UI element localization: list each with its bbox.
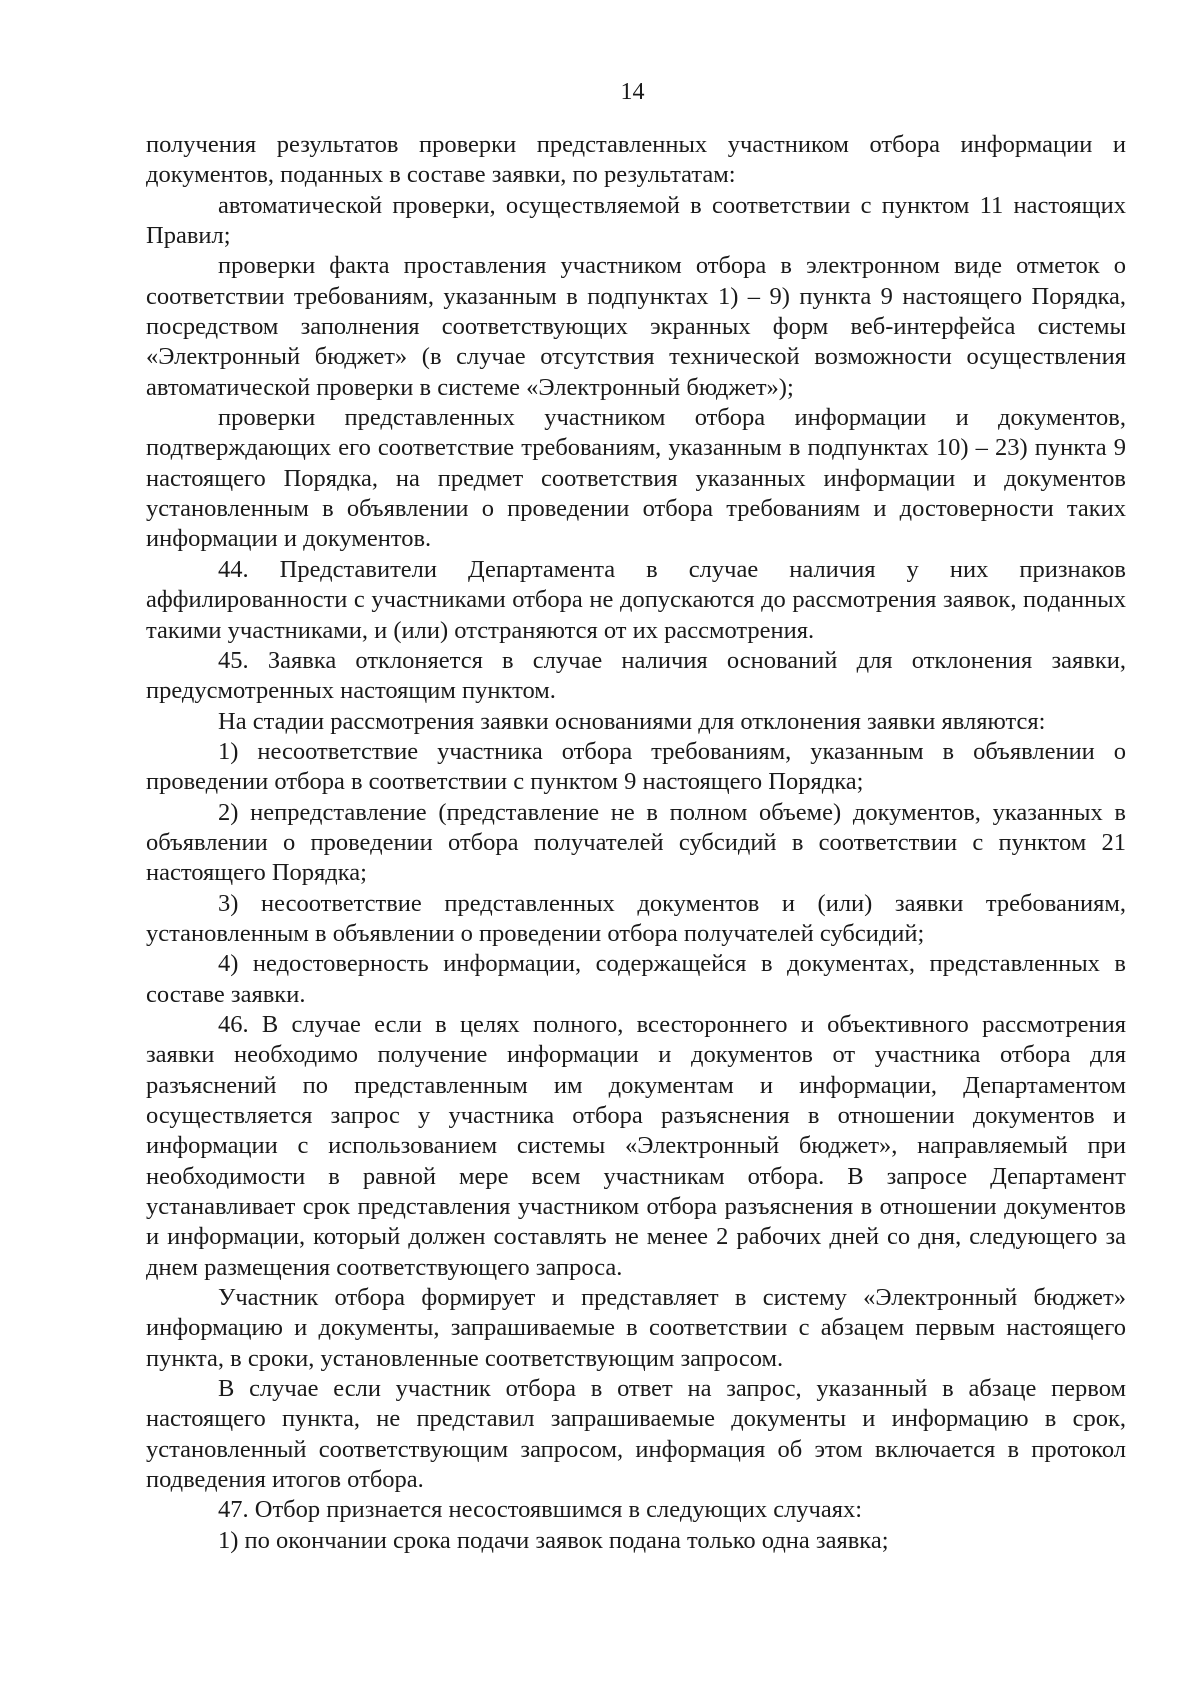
paragraph: 2) непредставление (представление не в полном объеме) документов, указанных в объявлении о проведении отбора получателей субсидий в соответствии с пунктом 21 настоящего Порядка;: [146, 798, 1126, 887]
paragraph: проверки представленных участником отбора информации и документов, подтверждающих его соответствие требованиям, указанным в подпунктах 10) – 23) пункта 9 настоящего Порядка, на предмет соответствия указанных информации и документов установленным в объявлении о проведении отбора требованиям и достоверности таких информации и документов.: [146, 404, 1126, 553]
paragraph: 4) недостоверность информации, содержащейся в документах, представленных в составе заявки.: [146, 950, 1126, 1008]
document-body: [146, 130, 1126, 1556]
paragraph: Участник отбора формирует и представляет в систему «Электронный бюджет» информацию и документы, запрашиваемые в соответствии с абзацем первым настоящего пункта, в сроки, установленные соответствующим запросом.: [146, 1284, 1126, 1372]
page-number: 14: [620, 79, 645, 105]
paragraph: 1) по окончании срока подачи заявок подана только одна заявка;: [218, 1526, 889, 1554]
paragraph: автоматической проверки, осуществляемой в соответствии с пунктом 11 настоящих Правил;: [146, 191, 1126, 250]
paragraph: проверки факта проставления участником отбора в электронном виде отметок о соответствии требованиям, указанным в подпунктах 1) – 9) пункта 9 настоящего Порядка, посредством заполнения соответствующих экранных форм веб-интерфейса системы «Электронный бюджет» (в случае отсутствия технической возможности осуществления автоматической проверки в системе «Электронный бюджет»);: [146, 252, 1126, 401]
paragraph: 45. Заявка отклоняется в случае наличия оснований для отклонения заявки, предусмотренных настоящим пунктом.: [146, 646, 1126, 705]
paragraph: 3) несоответствие представленных документов и (или) заявки требованиям, установленным в объявлении о проведении отбора получателей субсидий;: [146, 889, 1126, 947]
paragraph: В случае если участник отбора в ответ на запрос, указанный в абзаце первом настоящего пункта, не представил запрашиваемые документы и информацию в срок, установленный соответствующим запросом, информация об этом включается в протокол подведения итогов отбора.: [146, 1375, 1126, 1494]
paragraph: 47. Отбор признается несостоявшимся в следующих случаях:: [218, 1496, 863, 1524]
paragraph: получения результатов проверки представленных участником отбора информации и документов, поданных в составе заявки, по результатам:: [146, 131, 1126, 189]
paragraph: 44. Представители Департамента в случае наличия у них признаков аффилированности с участниками отбора не допускаются до рассмотрения заявок, поданных такими участниками, и (или) отстраняются от их рассмотрения.: [146, 555, 1126, 644]
paragraph: На стадии рассмотрения заявки основаниями для отклонения заявки являются:: [218, 707, 1046, 735]
paragraph: 46. В случае если в целях полного, всестороннего и объективного рассмотрения заявки необходимо получение информации и документов от участника отбора для разъяснений по представленным им документам и информации, Департаментом осуществляется запрос у участника отбора разъяснения в отношении документов и информации с использованием системы «Электронный бюджет», направляемый при необходимости в равной мере всем участникам отбора. В запросе Департамент устанавливает срок представления участником отбора разъяснения в отношении документов и информации, который должен составлять не менее 2 рабочих дней со дня, следующего за днем размещения соответствующего запроса.: [146, 1010, 1126, 1281]
paragraph: 1) несоответствие участника отбора требованиям, указанным в объявлении о проведении отбора в соответствии с пунктом 9 настоящего Порядка;: [146, 737, 1126, 796]
